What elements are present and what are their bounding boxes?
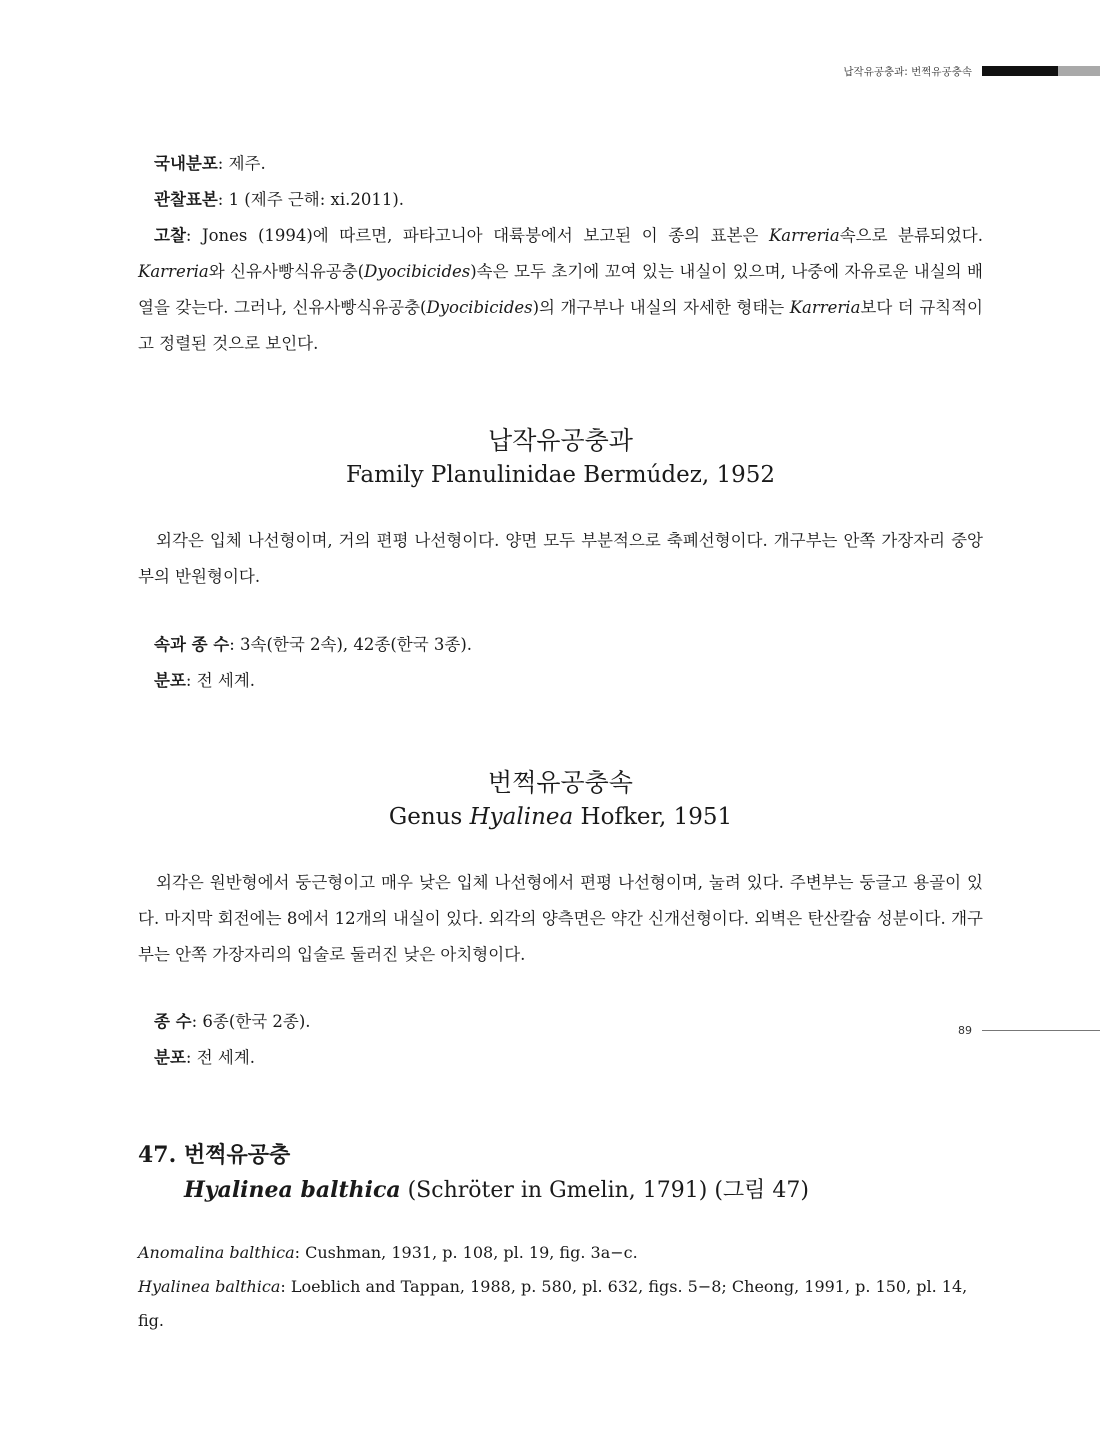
genus-description: 외각은 원반형에서 둥근형이고 매우 낮은 입체 나선형에서 편평 나선형이며, 눌려 있다. 주변부는 둥글고 용골이 있다. 마지막 회전에는 8에서 12개의 내실이 있다. 외각의 양측면은 약간 신개선형이다. 외벽은 탄산칼슘 성분이다. 개구부는 안쪽 가장자리의 입술로 둘러진 낮은 아치형이다.: [138, 873, 983, 964]
specimens-line: 관찰표본: 1 (제주 근해: xi.2011).: [154, 190, 405, 209]
page-footer: [958, 1024, 1100, 1037]
header-bar-dark: [982, 66, 1058, 76]
footer-rule: [982, 1030, 1100, 1031]
family-distribution-line: 분포: 전 세계.: [154, 671, 256, 690]
synonym-entry: Anomalina balthica: Cushman, 1931, p. 108, pl. 19, fig. 3a−c.: [138, 1243, 638, 1262]
genus-latin-name: Genus Hyalinea Hofker, 1951: [388, 804, 733, 830]
family-fields: [138, 627, 983, 699]
genus-korean-name: 번쩍유공충속: [488, 768, 633, 797]
species-heading: [138, 1138, 983, 1208]
genus-heading: [138, 766, 983, 834]
header-bar-light: [1058, 66, 1100, 76]
genus-distribution-line: 분포: 전 세계.: [154, 1048, 256, 1067]
distribution-line: 국내분포: 제주.: [154, 154, 266, 173]
page-number: 89: [958, 1024, 972, 1037]
species-notes-block: [138, 146, 983, 362]
synonym-entry: Hyalinea balthica: Loeblich and Tappan, 1988, p. 580, pl. 632, figs. 5−8; Cheong, 1991, p. 150, pl. 14, fig.: [138, 1277, 968, 1330]
species-number: 47.: [138, 1142, 177, 1168]
family-korean-name: 납작유공충과: [488, 426, 633, 455]
species-scientific-line: [138, 1173, 983, 1208]
species-korean-name: 번쩍유공충: [184, 1142, 291, 1168]
running-header: [843, 64, 1100, 78]
genus-species-line: 종 수: 6종(한국 2종).: [154, 1012, 311, 1031]
remarks-paragraph: 고찰: Jones (1994)에 따르면, 파타고니아 대륙붕에서 보고된 이 종의 표본은 Karreria속으로 분류되었다. Karreria와 신유사빵식유공충(Dyocibicides)속은 모두 초기에 꼬여 있는 내실이 있으며, 나중에 자유로운 내실의 배열을 갖는다. 그러나, 신유사빵식유공충(Dyocibicides)의 개구부나 내실의 자세한 형태는 Karreria보다 더 규칙적이고 정렬된 것으로 보인다.: [138, 226, 983, 353]
species-authority: (Schröter in Gmelin, 1791) (그림 47): [400, 1178, 809, 1203]
family-latin-name: Family Planulinidae Bermúdez, 1952: [345, 462, 776, 488]
genus-fields: [138, 1004, 983, 1076]
family-heading: [138, 424, 983, 492]
family-description: 외각은 입체 나선형이며, 거의 편평 나선형이다. 양면 모두 부분적으로 축폐선형이다. 개구부는 안쪽 가장자리 중앙부의 반원형이다.: [138, 531, 983, 586]
synonymy-list: [138, 1236, 983, 1338]
species-scientific-name: Hyalinea balthica: [184, 1177, 401, 1203]
family-counts-line: 속과 종 수: 3속(한국 2속), 42종(한국 3종).: [154, 635, 473, 654]
species-korean-line: [138, 1138, 983, 1173]
running-title: 납작유공충과: 번쩍유공충속: [843, 65, 972, 78]
